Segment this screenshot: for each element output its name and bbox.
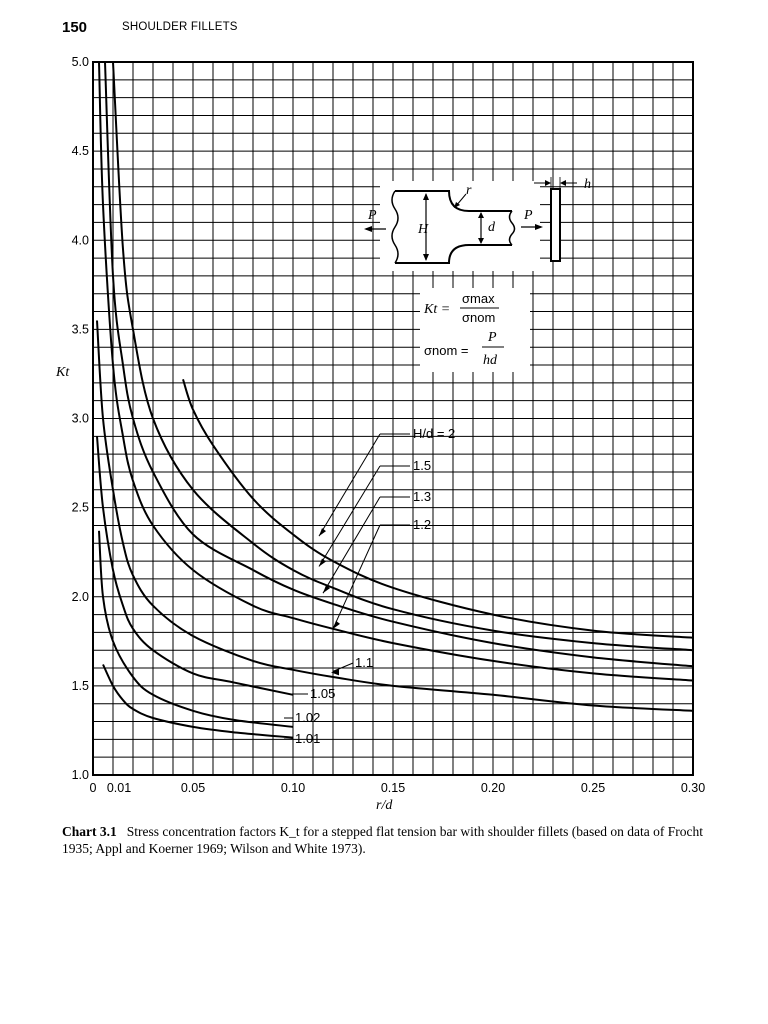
kt-formula-lhs: Kt = bbox=[424, 302, 451, 317]
snom-formula-denominator: hd bbox=[483, 353, 497, 368]
axis-ticks bbox=[72, 55, 706, 795]
label-r: r bbox=[466, 183, 472, 198]
x-tick-label: 0.05 bbox=[180, 781, 206, 795]
leader-line bbox=[319, 434, 380, 536]
kt-formula-denominator: σnom bbox=[462, 310, 496, 325]
snom-formula-lhs: σnom = bbox=[424, 343, 469, 358]
caption-text: Stress concentration factors K_t for a stepped flat tension bar with shoulder fillets (based on data of Frocht 1935; Appl and Koerner 1969; Wilson and White 1973). bbox=[62, 824, 703, 856]
x-tick-label: 0.20 bbox=[480, 781, 506, 795]
label-P-left: P bbox=[368, 208, 377, 223]
curve-1.5 bbox=[113, 62, 693, 650]
curve-1.2 bbox=[99, 62, 693, 681]
y-tick-label: 2.5 bbox=[71, 500, 89, 515]
series-label: 1.01 bbox=[295, 731, 321, 746]
y-tick-label: 3.0 bbox=[71, 411, 89, 426]
label-h: h bbox=[584, 177, 591, 192]
figure-caption bbox=[62, 823, 722, 857]
snom-formula-numerator: P bbox=[488, 330, 497, 345]
label-d: d bbox=[488, 220, 495, 235]
series-label: 1.05 bbox=[310, 686, 336, 701]
x-tick-label: 0.25 bbox=[580, 781, 606, 795]
specimen-inset bbox=[364, 177, 591, 372]
label-H: H bbox=[418, 222, 429, 237]
curve-labels bbox=[284, 426, 455, 746]
x-tick-label: 0.30 bbox=[680, 781, 706, 795]
series-label: H/d = 2 bbox=[413, 426, 456, 441]
leader-arrow bbox=[333, 621, 340, 629]
y-tick-label: 1.5 bbox=[71, 678, 89, 693]
x-axis-label: r/d bbox=[376, 798, 393, 813]
kt-formula-numerator: σmax bbox=[462, 291, 495, 306]
leader-line bbox=[319, 466, 380, 566]
x-tick-label: 0.15 bbox=[380, 781, 406, 795]
series-label: 1.5 bbox=[413, 458, 432, 473]
x-tick-label: 0.01 bbox=[106, 781, 132, 795]
caption-label: Chart 3.1 bbox=[62, 824, 117, 839]
series-label: 1.02 bbox=[295, 710, 321, 725]
series-label: 1.2 bbox=[413, 517, 432, 532]
y-axis-label: Kt bbox=[56, 365, 70, 380]
y-tick-label: 4.5 bbox=[71, 144, 89, 159]
x-tick-label: 0.10 bbox=[280, 781, 306, 795]
y-tick-label: 2.0 bbox=[71, 589, 89, 604]
y-tick-label: 4.0 bbox=[71, 233, 89, 248]
y-tick-label: 3.5 bbox=[71, 322, 89, 337]
leader-arrow bbox=[319, 528, 326, 536]
thickness-view bbox=[551, 189, 560, 261]
curve-1.1 bbox=[97, 321, 693, 711]
series-label: 1.1 bbox=[355, 655, 374, 670]
y-tick-label: 5.0 bbox=[71, 55, 89, 69]
running-head: SHOULDER FILLETS bbox=[122, 21, 238, 33]
label-P-right: P bbox=[524, 208, 533, 223]
y-tick-label: 1.0 bbox=[71, 768, 89, 782]
curve-1.05 bbox=[97, 436, 293, 695]
series-label: 1.3 bbox=[413, 489, 432, 504]
page-number: 150 bbox=[62, 19, 88, 36]
leader-line bbox=[333, 663, 353, 671]
curves bbox=[97, 62, 693, 738]
x-tick-label: 0 bbox=[89, 781, 97, 795]
leader-arrow bbox=[319, 558, 326, 566]
